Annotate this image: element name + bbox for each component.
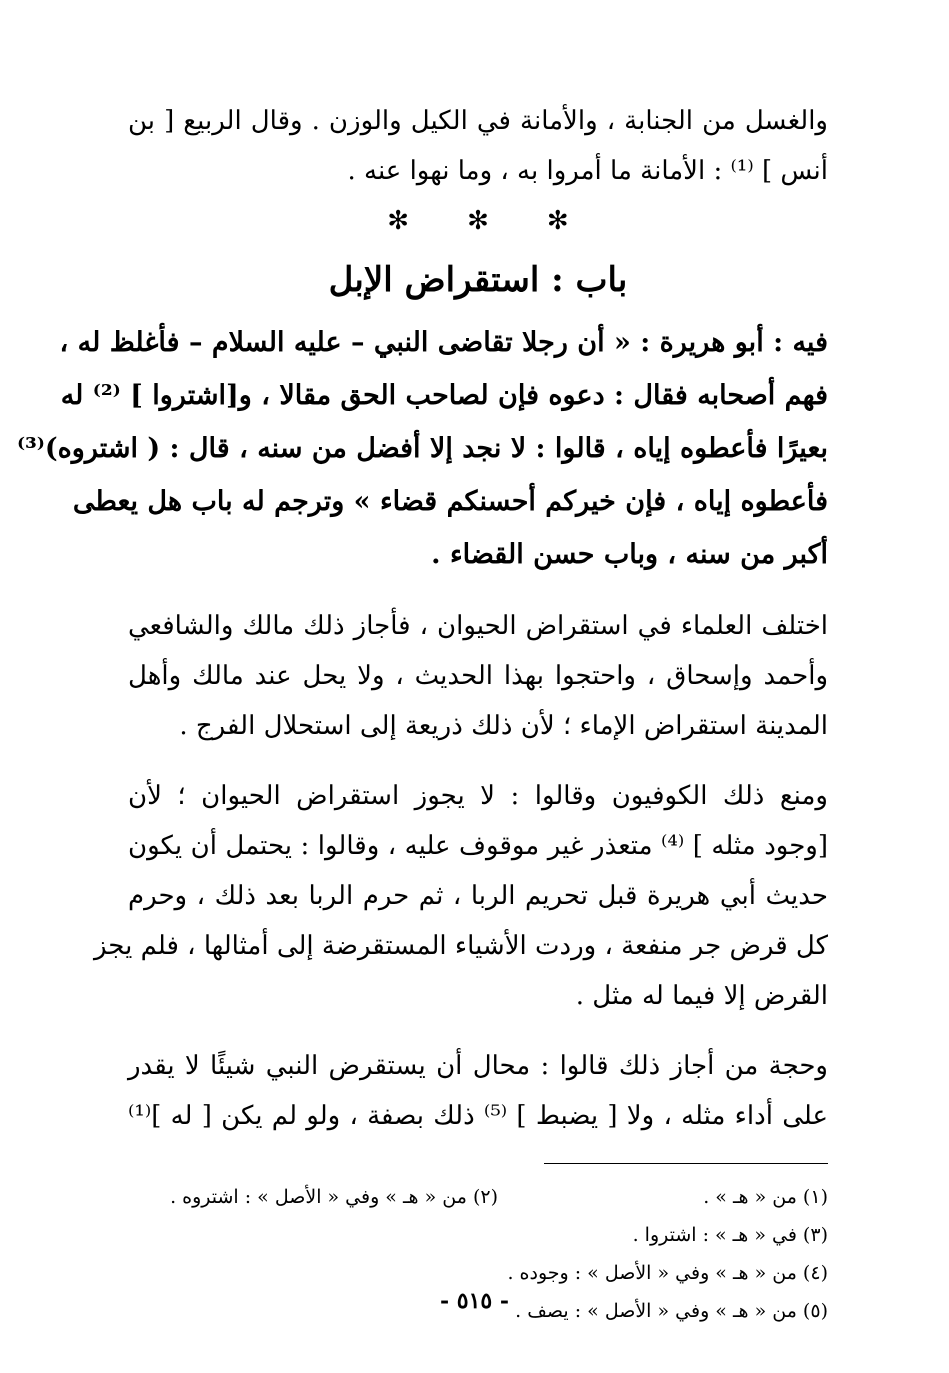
section-separator: [128, 198, 828, 244]
text-line: أنس ] ⁽¹⁾ : الأمانة ما أمروا به ، وما نهوا عنه .: [347, 156, 828, 186]
text-line: على أداء مثله ، ولا [ يضبط ] ⁽⁵⁾ ذلك بصفة ، ولو لم يكن [ له ]⁽¹⁾: [128, 1101, 828, 1131]
text-line: بعيرًا فأعطوه إياه ، قالوا : لا نجد إلا أفضل من سنه ، قال : ( اشتروه)⁽³⁾: [16, 433, 828, 464]
footnote-2: (٢) من « هـ » وفي « الأصل » : اشتروه .: [170, 1186, 498, 1208]
text-line: حديث أبي هريرة قبل تحريم الربا ، ثم حرم الربا بعد ذلك ، وحرم: [128, 881, 828, 911]
text-line: فيه : أبو هريرة : « أن رجلا تقاضى النبي – عليه السلام – فأغلظ له ،: [59, 327, 828, 358]
paragraph-scholars-disagreement: [128, 601, 828, 751]
text-line: وأحمد وإسحاق ، واحتجوا بهذا الحديث ، ولا يحل عند مالك وأهل: [128, 661, 828, 691]
footnote-4: (٤) من « هـ » وفي « الأصل » : وجوده .: [507, 1262, 828, 1284]
text-line: فهم أصحابه فقال : دعوه فإن لصاحب الحق مقالا ، و[اشتروا ] ⁽²⁾ له: [60, 380, 828, 411]
footnote-divider: [544, 1163, 828, 1164]
text-line: القرض إلا فيما له مثل .: [575, 981, 828, 1011]
text-line: كل قرض جر منفعة ، وردت الأشياء المستقرضة إلى أمثالها ، فلم يجز: [93, 931, 828, 961]
chapter-title: باب : استقراض الإبل: [328, 260, 628, 300]
hadith-paragraph: [16, 316, 828, 581]
page-body: [16, 96, 828, 1330]
text-line: أكبر من سنه ، وباب حسن القضاء .: [431, 539, 828, 570]
footnote-1: (١) من « هـ » .: [703, 1186, 828, 1208]
intro-paragraph: [128, 96, 828, 196]
footnote-5: (٥) من « هـ » وفي « الأصل » : يصف .: [515, 1300, 828, 1322]
paragraph-kufans-view: [93, 771, 828, 1021]
asterisk-icon: ✻: [387, 206, 410, 236]
asterisk-icon: ✻: [546, 206, 569, 236]
paragraph-permitters-argument: [128, 1041, 828, 1141]
footnote-3: (٣) في « هـ » : اشتروا .: [632, 1224, 828, 1246]
page-number: - ٥١٥ -: [439, 1288, 510, 1314]
text-line: وحجة من أجاز ذلك قالوا : محال أن يستقرض النبي شيئًا لا يقدر: [128, 1051, 828, 1081]
text-line: [وجود مثله ] ⁽⁴⁾ متعذر غير موقوف عليه ، وقالوا : يحتمل أن يكون: [128, 831, 828, 861]
text-line: والغسل من الجنابة ، والأمانة في الكيل والوزن . وقال الربيع [ بن: [128, 106, 828, 136]
text-line: المدينة استقراض الإماء ؛ لأن ذلك ذريعة إلى استحلال الفرج .: [179, 711, 828, 741]
text-line: ومنع ذلك الكوفيون وقالوا : لا يجوز استقراض الحيوان ؛ لأن: [128, 781, 828, 811]
text-line: اختلف العلماء في استقراض الحيوان ، فأجاز ذلك مالك والشافعي: [128, 611, 828, 641]
text-line: فأعطوه إياه ، فإن خيركم أحسنكم قضاء » وترجم له باب هل يعطى: [72, 486, 828, 517]
asterisk-icon: ✻: [467, 206, 489, 236]
